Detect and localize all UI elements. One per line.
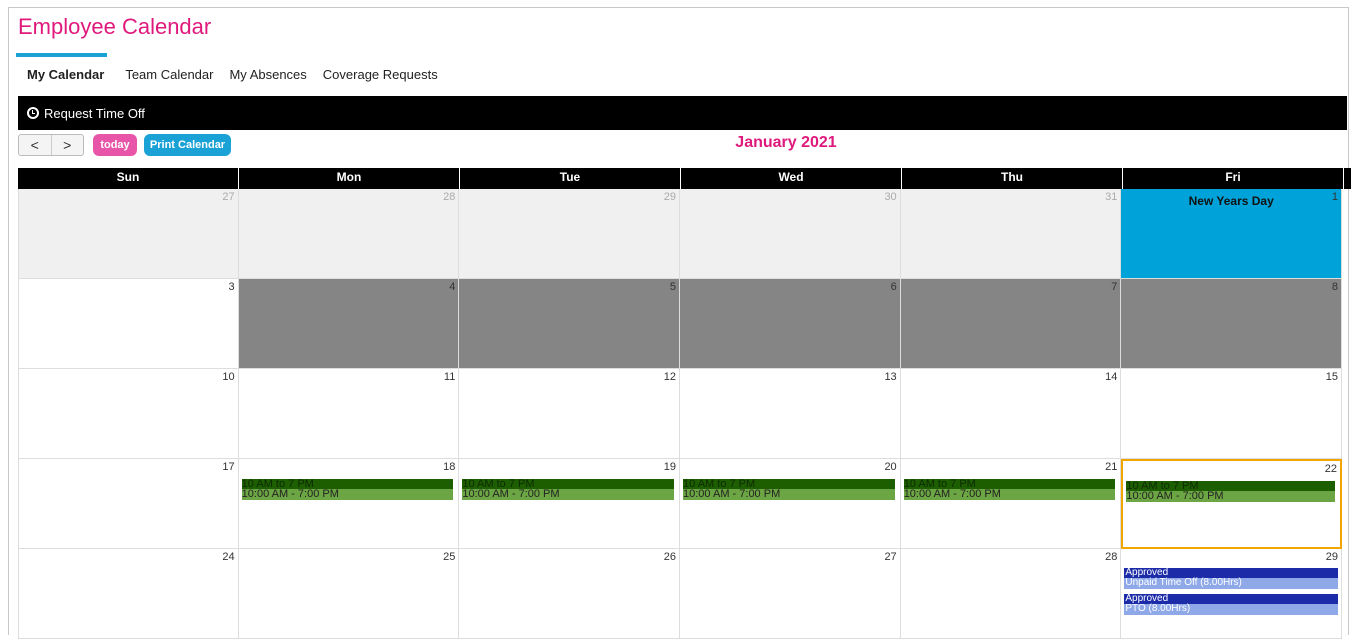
calendar-day[interactable] (18, 279, 239, 369)
calendar-day[interactable] (239, 369, 460, 459)
title-underline (16, 53, 107, 57)
day-number: 6 (890, 281, 897, 293)
absence-status: Approved (1124, 594, 1338, 604)
day-number: 17 (222, 461, 235, 473)
day-number: 11 (443, 371, 456, 383)
day-number: 29 (663, 191, 677, 203)
shift-title: 10 AM to 7 PM (462, 479, 674, 489)
holiday-label: New Years Day (1188, 194, 1274, 208)
calendar-day[interactable] (459, 549, 680, 639)
calendar-day[interactable] (459, 279, 680, 369)
day-header-mon: Mon (239, 168, 460, 189)
calendar-day[interactable] (901, 279, 1122, 369)
absence-type: PTO (8.00Hrs) (1124, 604, 1338, 615)
shift-time: 10:00 AM - 7:00 PM (904, 489, 1116, 500)
shift-title: 10 AM to 7 PM (242, 479, 454, 489)
calendar-week (18, 279, 1342, 369)
calendar-day[interactable] (239, 189, 460, 279)
shift-time: 10:00 AM - 7:00 PM (683, 489, 895, 500)
absence-type: Unpaid Time Off (8.00Hrs) (1124, 578, 1338, 589)
shift-event[interactable] (1126, 481, 1335, 502)
day-number: 21 (1105, 461, 1118, 473)
next-month-button[interactable]: > (63, 137, 72, 153)
shift-time: 10:00 AM - 7:00 PM (1126, 491, 1335, 502)
day-number: 1 (1331, 191, 1339, 203)
shift-event[interactable] (683, 479, 895, 500)
calendar-week (18, 189, 1342, 279)
calendar-week (18, 459, 1342, 549)
shift-title: 10 AM to 7 PM (683, 479, 895, 489)
calendar-day[interactable] (901, 549, 1122, 639)
day-number: 8 (1331, 281, 1339, 293)
calendar-day[interactable] (901, 369, 1122, 459)
day-number: 20 (884, 461, 897, 473)
calendar-day[interactable] (18, 459, 239, 549)
page-title: Employee Calendar (18, 14, 212, 39)
month-title: January 2021 (735, 134, 837, 151)
calendar-day[interactable] (459, 459, 680, 549)
tab-coverage-requests[interactable]: Coverage Requests (322, 67, 438, 82)
calendar-day[interactable] (680, 369, 901, 459)
day-number: 31 (1105, 191, 1118, 203)
tab-my-absences[interactable]: My Absences (229, 67, 307, 82)
day-number: 25 (443, 551, 456, 563)
absence-event[interactable] (1124, 568, 1338, 589)
shift-time: 10:00 AM - 7:00 PM (242, 489, 454, 500)
calendar-day[interactable] (239, 279, 460, 369)
request-time-off-button[interactable]: Request Time Off (44, 105, 145, 121)
calendar-day[interactable] (1121, 369, 1342, 459)
calendar-day-holiday[interactable] (1121, 189, 1342, 279)
day-number: 19 (663, 461, 677, 473)
calendar-day[interactable] (680, 189, 901, 279)
action-bar (18, 96, 1347, 130)
calendar-grid (18, 189, 1342, 639)
calendar-day[interactable] (18, 549, 239, 639)
clock-icon[interactable] (27, 107, 39, 119)
calendar-week (18, 549, 1342, 639)
shift-title: 10 AM to 7 PM (904, 479, 1116, 489)
day-number: 28 (1105, 551, 1118, 563)
calendar-day[interactable] (680, 279, 901, 369)
tab-bar (27, 67, 454, 82)
calendar-day[interactable] (239, 459, 460, 549)
day-number: 22 (1324, 463, 1338, 475)
calendar-day[interactable] (459, 369, 680, 459)
day-number: 7 (1111, 281, 1118, 293)
day-number: 12 (663, 371, 677, 383)
shift-time: 10:00 AM - 7:00 PM (462, 489, 674, 500)
calendar-day[interactable] (1121, 549, 1342, 639)
print-calendar-button[interactable]: Print Calendar (144, 134, 231, 156)
calendar-day[interactable] (18, 189, 239, 279)
day-number: 13 (884, 371, 897, 383)
day-number: 24 (222, 551, 235, 563)
day-number: 14 (1105, 371, 1118, 383)
tab-my-calendar[interactable]: My Calendar (27, 67, 105, 82)
day-number: 10 (222, 371, 235, 383)
calendar-day[interactable] (1121, 279, 1342, 369)
day-header-fri: Fri (1123, 168, 1344, 189)
calendar-day[interactable] (680, 459, 901, 549)
absence-status: Approved (1124, 568, 1338, 578)
prev-month-button[interactable]: < (19, 135, 52, 155)
day-number: 4 (449, 281, 456, 293)
day-number: 30 (884, 191, 897, 203)
shift-event[interactable] (904, 479, 1116, 500)
shift-event[interactable] (462, 479, 674, 500)
day-number: 27 (222, 191, 235, 203)
calendar-day[interactable] (239, 549, 460, 639)
today-button[interactable]: today (93, 134, 137, 156)
calendar-day[interactable] (459, 189, 680, 279)
calendar-day[interactable] (901, 189, 1122, 279)
day-number: 27 (884, 551, 897, 563)
calendar-nav-group (18, 134, 84, 156)
calendar-day-today[interactable] (1121, 459, 1342, 549)
day-header-thu: Thu (902, 168, 1123, 189)
day-header-sun: Sun (18, 168, 239, 189)
calendar-week (18, 369, 1342, 459)
shift-title: 10 AM to 7 PM (1126, 481, 1335, 491)
calendar-day[interactable] (901, 459, 1122, 549)
day-number: 26 (663, 551, 677, 563)
day-number: 28 (443, 191, 456, 203)
tab-team-calendar[interactable]: Team Calendar (125, 67, 214, 82)
shift-event[interactable] (242, 479, 454, 500)
calendar-day[interactable] (18, 369, 239, 459)
day-number: 3 (228, 281, 235, 293)
day-header-tue: Tue (460, 168, 681, 189)
day-number: 29 (1325, 551, 1339, 563)
day-number: 5 (669, 281, 677, 293)
calendar-day[interactable] (680, 549, 901, 639)
day-number: 18 (443, 461, 456, 473)
day-number: 15 (1325, 371, 1339, 383)
day-header-wed: Wed (681, 168, 902, 189)
absence-event[interactable] (1124, 594, 1338, 615)
calendar-header (18, 168, 1351, 189)
